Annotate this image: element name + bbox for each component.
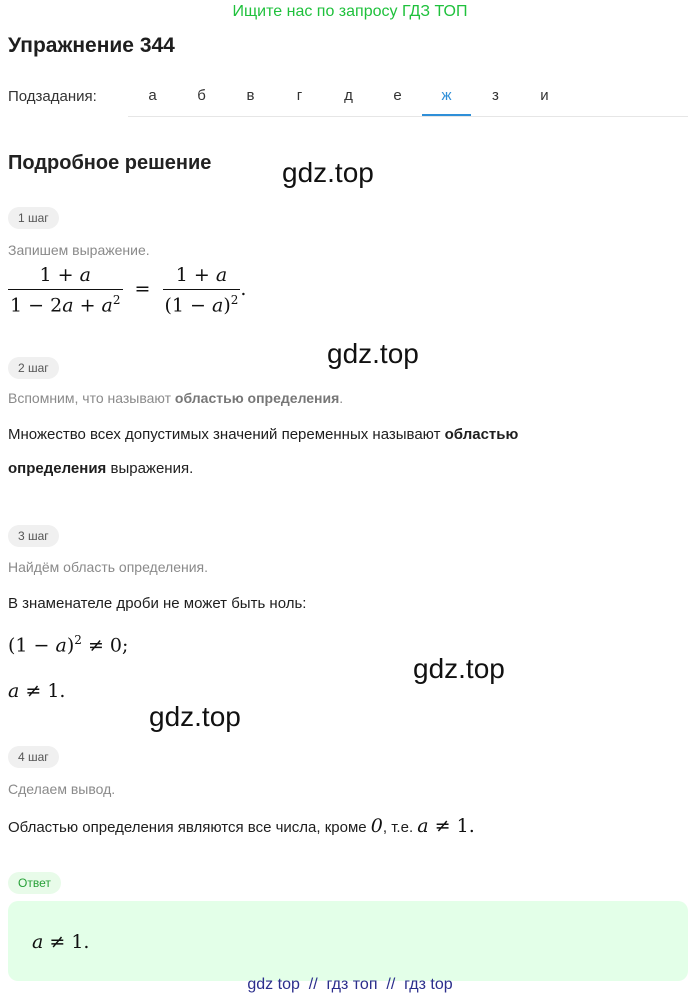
step-1-caption: Запишем выражение. bbox=[8, 242, 150, 258]
watermark: gdz.top bbox=[149, 701, 241, 732]
watermark: gdz.top bbox=[413, 653, 505, 684]
step-3-badge: 3 шаг bbox=[8, 525, 59, 547]
step-4-caption: Сделаем вывод. bbox=[8, 781, 116, 797]
tab-b[interactable]: б bbox=[197, 87, 206, 104]
step-3-text: В знаменателе дроби не может быть ноль: bbox=[8, 595, 307, 612]
watermark: gdz.top bbox=[282, 157, 374, 188]
tab-zh[interactable]: ж bbox=[422, 80, 471, 116]
watermark: gdz.top bbox=[327, 338, 419, 369]
step-3-caption: Найдём область определения. bbox=[8, 559, 209, 575]
step-2-badge: 2 шаг bbox=[8, 357, 59, 379]
tab-g[interactable]: г bbox=[296, 87, 303, 104]
tab-d[interactable]: д bbox=[344, 87, 353, 104]
answer-formula: a ≠ 1. bbox=[32, 931, 90, 953]
step-3-formula-2: a ≠ 1. bbox=[8, 680, 66, 702]
page-title: Упражнение 344 bbox=[8, 34, 175, 57]
step-1-formula: $\frac{1 + a}{1 - 2a + a^2}$ = $\frac{1 + a}{(1 - a)^2}$ . bbox=[10, 264, 247, 317]
subtasks-label: Подзадания: bbox=[8, 88, 97, 105]
step-3-formula-1: $(1 - a)^2 \ne 0$; bbox=[8, 633, 129, 657]
tab-z[interactable]: з bbox=[492, 87, 499, 104]
answer-badge: Ответ bbox=[8, 872, 61, 894]
answer-box bbox=[8, 901, 688, 981]
step-2-text: Множество всех допустимых значений переменных называют областью определения выражения. bbox=[8, 426, 519, 477]
step-2-caption: Вспомним, что называют областью определения. bbox=[8, 390, 344, 406]
step-1-badge: 1 шаг bbox=[8, 207, 59, 229]
step-4-badge: 4 шаг bbox=[8, 746, 59, 768]
tab-v[interactable]: в bbox=[246, 87, 255, 104]
footer-links: gdz top // гдз топ // гдз top bbox=[247, 976, 453, 993]
section-title: Подробное решение bbox=[8, 152, 212, 174]
subtasks-tabs bbox=[128, 80, 688, 117]
top-banner: Ищите нас по запросу ГДЗ ТОП bbox=[232, 3, 468, 20]
tab-i[interactable]: и bbox=[540, 87, 549, 104]
tab-a[interactable]: а bbox=[148, 87, 157, 104]
step-4-text: Областью определения являются все числа, кроме 0, т.е. a ≠ 1. bbox=[8, 815, 475, 837]
tab-e[interactable]: е bbox=[393, 87, 402, 104]
